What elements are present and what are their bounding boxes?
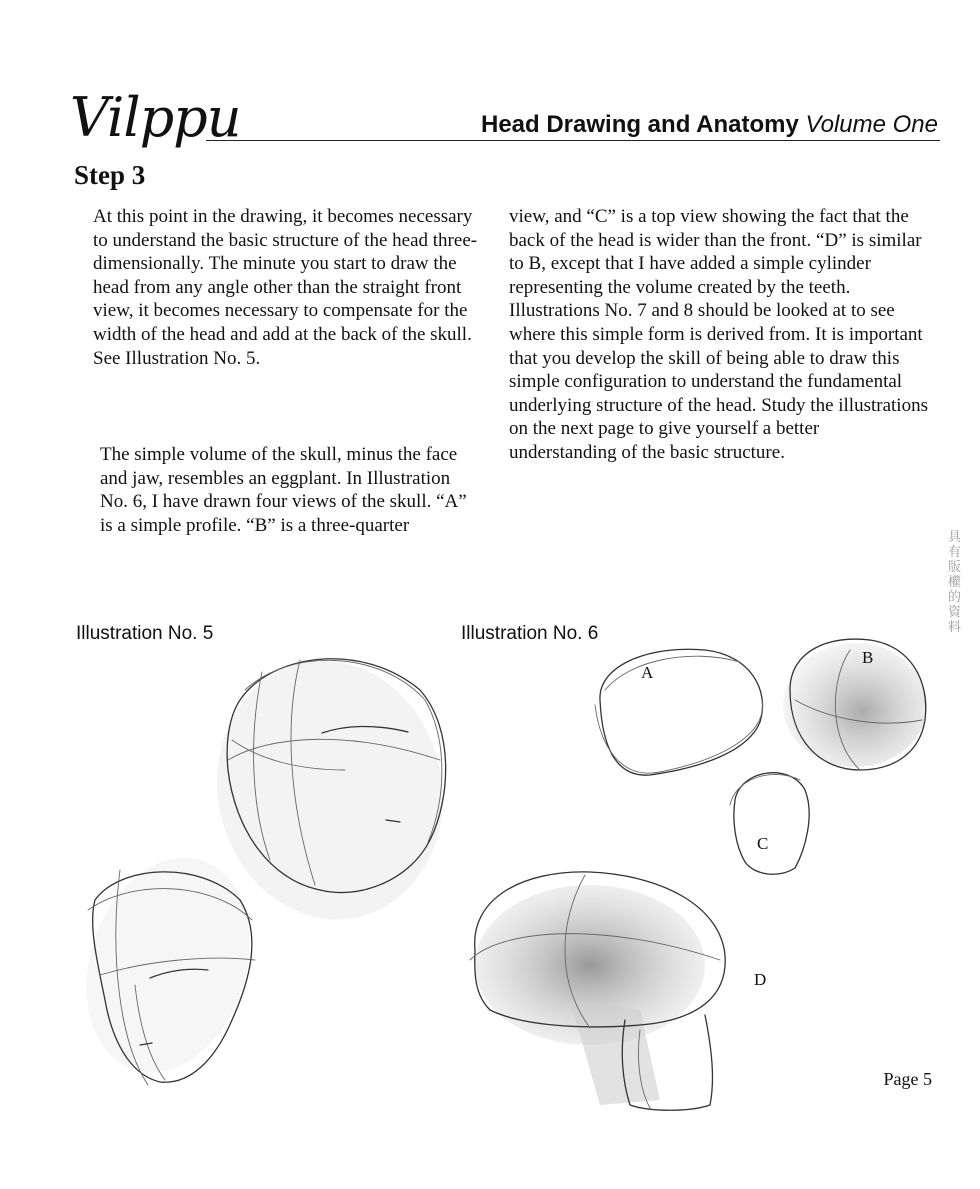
illustration-6-view-b	[783, 639, 927, 770]
author-signature: Vilppu	[70, 86, 241, 149]
illustration-6-view-a	[595, 649, 763, 775]
illustration-5-lower-head-sketch	[60, 836, 276, 1093]
step-title: Step 3	[74, 160, 146, 190]
page-number: Page 5	[883, 1069, 932, 1089]
view-c-label: C	[757, 834, 769, 853]
view-d-label: D	[754, 970, 767, 989]
illustration-5-label: Illustration No. 5	[76, 623, 214, 644]
paragraph-2: The simple volume of the skull, minus the face and jaw, resembles an eggplant. In Illustration No. 6, I have drawn four views of the skull. “A” is a simple profile. “B” is a three-quarter	[100, 444, 467, 536]
view-b-label: B	[862, 648, 874, 667]
copyright-margin-note: 具有版權的資料	[948, 530, 962, 635]
illustration-6-label: Illustration No. 6	[461, 623, 599, 644]
book-title-volume: Volume One	[805, 111, 938, 138]
illustration-6-view-d	[470, 872, 766, 1110]
paragraph-1: At this point in the drawing, it becomes necessary to understand the basic structure of the head three-dimensionally. The minute you start to draw the head from any angle other than the straight front view, it becomes necessary to compensate for the width of the head and add at the back of the skull. See Illustration No. 5.	[93, 206, 478, 369]
illustration-6-view-c	[730, 773, 809, 875]
book-title-main: Head Drawing and Anatomy	[480, 111, 799, 138]
view-a-label: A	[641, 663, 654, 682]
paragraph-3: view, and “C” is a top view showing the fact that the back of the head is wider than the front. “D” is similar to B, except that I have added a simple cylinder representing the volume created by the teeth. Illustrations No. 7 and 8 should be looked at to see where this simple form is derived from. It is important that you develop the skill of being able to draw this simple configuration to understand the fundamental underlying structure of the head. Study the illustrations on the next page to give yourself a better understanding of the basic structure.	[509, 206, 928, 463]
